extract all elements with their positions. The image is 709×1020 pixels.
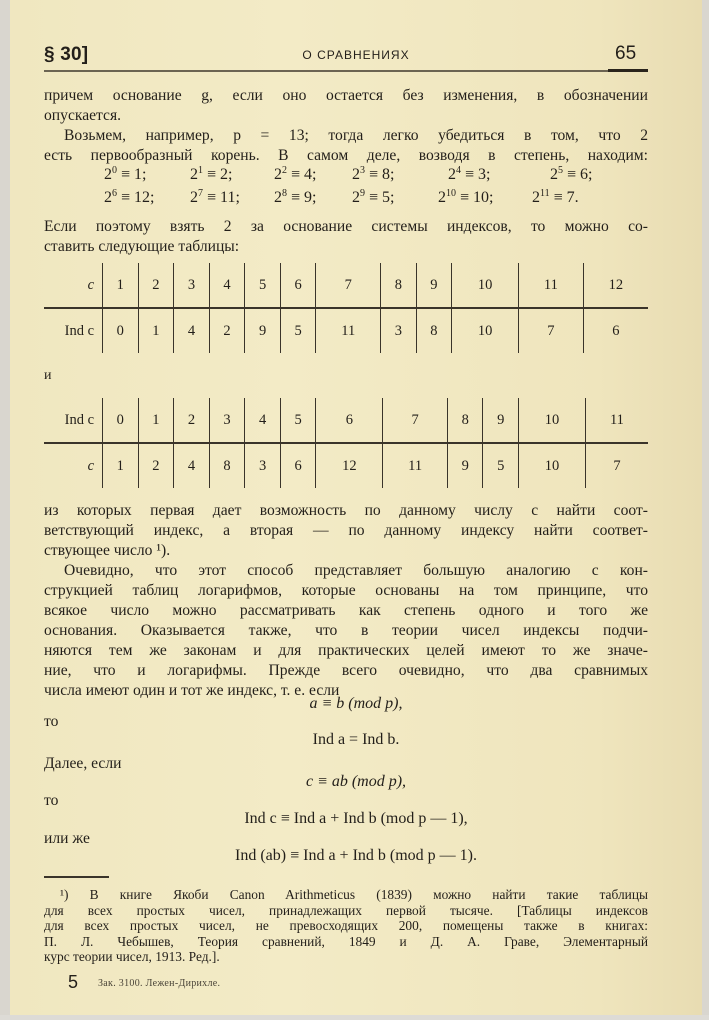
table-cell: 6: [583, 308, 648, 353]
text-line: есть первообразный корень. В самом деле, возводя в степень, находим:: [44, 147, 648, 164]
table-cell: 7: [585, 443, 648, 488]
table-cell: 7: [316, 263, 381, 308]
header-rule: [44, 70, 648, 72]
table-cell: 9: [483, 398, 519, 443]
table-cell: 6: [280, 263, 316, 308]
power-expr: $2^6 \equiv 12$;: [104, 188, 155, 206]
table-cell: 11: [585, 398, 648, 443]
index-table-2: [44, 398, 648, 488]
table-cell: 9: [245, 308, 281, 353]
running-title: О СРАВНЕНИЯХ: [302, 48, 410, 62]
table-cell: 3: [174, 263, 210, 308]
row-label: c: [87, 457, 94, 474]
word-further-if: Далее, если: [44, 755, 122, 772]
table-cell: 4: [209, 263, 245, 308]
table-cell: 9: [447, 443, 483, 488]
power-expr: $2^9 \equiv 5$;: [352, 188, 395, 206]
table-cell: 5: [280, 308, 316, 353]
page-number: 65: [615, 43, 637, 64]
footnote: [44, 887, 648, 965]
table-cell: 9: [416, 263, 452, 308]
table-cell: 8: [416, 308, 452, 353]
table-cell: 4: [174, 308, 210, 353]
paragraph-2: [44, 126, 648, 166]
formula-congruence-c-ab: c ≡ ab (mod p),: [305, 773, 407, 790]
power-expr: $2^{10} \equiv 10$;: [438, 188, 494, 206]
formula-congruence-a-b: a ≡ b (mod p),: [309, 695, 403, 712]
table-cell: 3: [381, 308, 417, 353]
table-cell: 1: [138, 398, 174, 443]
table-cell: 2: [138, 443, 174, 488]
table-cell: 7: [519, 308, 584, 353]
table-cell: 7: [383, 398, 448, 443]
print-order-note: Зак. 3100. Лежен-Дирихле.: [98, 978, 221, 989]
scan-margin: [0, 1015, 709, 1020]
footnote-rule: [44, 876, 109, 878]
table-cell: 2: [174, 398, 210, 443]
table-cell: 5: [483, 443, 519, 488]
table-cell: 0: [103, 308, 139, 353]
book-page: [10, 0, 702, 1015]
paragraph-4: [44, 501, 648, 561]
power-expr: $2^7 \equiv 11$;: [190, 188, 240, 206]
text-line: няются тем же законам и для практических целей имеют то же значе-: [44, 642, 648, 659]
table-cell: 10: [452, 263, 519, 308]
table-cell: 0: [103, 398, 139, 443]
table-cell: 1: [103, 443, 139, 488]
table-cell: 12: [316, 443, 383, 488]
text-line: числа имеют один и тот же индекс, т. е. если: [44, 682, 340, 699]
table-row: [44, 398, 648, 443]
text-line: основания. Оказывается также, что в теории чисел индексы подчи-: [44, 622, 648, 639]
table-cell: 1: [103, 263, 139, 308]
text-line: Очевидно, что этот способ представляет большую аналогию с кон-: [64, 562, 648, 579]
table-cell: 1: [138, 308, 174, 353]
text-line: Если поэтому взять 2 за основание системы индексов, то можно со-: [44, 218, 648, 235]
text-line: ветствующий индекс, а вторая — по данному индексу найти соответ-: [44, 522, 648, 539]
table-cell: 8: [209, 443, 245, 488]
power-expr: $2^5 \equiv 6$;: [550, 165, 593, 183]
footnote-line: для всех простых чисел, не превосходящих 200, помещены также в книгах:: [44, 918, 648, 933]
row-label: Ind c: [44, 398, 103, 443]
table-cell: 3: [245, 443, 281, 488]
power-expr: $2^8 \equiv 9$;: [274, 188, 317, 206]
text-line: ние, что и логарифмы. Прежде всего очевидно, что два сравнимых: [44, 662, 648, 679]
formula-ind-equal: Ind a = Ind b.: [312, 731, 400, 748]
text-line: из которых первая дает возможность по данному числу c найти соот-: [44, 502, 648, 519]
power-expr: $2^1 \equiv 2$;: [190, 165, 233, 183]
power-expr: $2^0 \equiv 1$;: [104, 165, 147, 183]
paragraph-5: [44, 561, 648, 701]
formula-ind-sum: Ind c ≡ Ind a + Ind b (mod p — 1),: [244, 810, 468, 827]
table-cell: 8: [447, 398, 483, 443]
table-row: [44, 443, 648, 488]
header-rule-thick: [608, 69, 648, 72]
text-line: струкцией таблиц логарифмов, которые основаны на том принципе, что: [44, 582, 648, 599]
text-line: Возьмем, например, p = 13; тогда легко убедиться в том, что 2: [64, 127, 648, 144]
table-cell: 3: [209, 398, 245, 443]
footnote-line: П. Л. Чебышев, Теория сравнений, 1849 и Д. А. Граве, Элементарный: [44, 933, 648, 949]
row-label: c: [44, 263, 103, 308]
text-line: опускается.: [44, 107, 122, 124]
paragraph-3: [44, 217, 648, 257]
table-cell: 2: [138, 263, 174, 308]
power-expr: $2^{11} \equiv 7$.: [532, 188, 579, 206]
section-number: § 30]: [44, 44, 89, 65]
word-then: то: [44, 713, 59, 730]
power-expr: $2^3 \equiv 8$;: [352, 165, 395, 183]
connector-word: и: [44, 368, 52, 383]
text-line: причем основание g, если оно остается без изменения, в обозначении: [44, 87, 648, 104]
table-cell: 4: [174, 443, 210, 488]
footnote-line: для всех простых чисел, принадлежащих первой тысяче. [Таблицы индексов: [44, 902, 648, 918]
table-cell: 2: [209, 308, 245, 353]
sheet-signature-number: 5: [68, 972, 79, 992]
footnote-line: курс теории чисел, 1913. Ред.].: [44, 949, 220, 964]
row-label: Ind c: [64, 322, 94, 339]
paragraph-1: [44, 86, 648, 126]
table-cell: 5: [280, 398, 316, 443]
power-expr: $2^2 \equiv 4$;: [274, 165, 317, 183]
table-cell: 11: [383, 443, 448, 488]
formula-ind-product: Ind (ab) ≡ Ind a + Ind b (mod p — 1).: [235, 847, 477, 864]
text-line: всякое число можно рассматривать как степень одного и того же: [44, 602, 648, 619]
table-cell: 12: [583, 263, 648, 308]
text-line: ставить следующие таблицы:: [44, 238, 240, 255]
table-cell: 4: [245, 398, 281, 443]
table-cell: 11: [519, 263, 584, 308]
word-or: или же: [44, 830, 90, 847]
table-cell: 10: [519, 398, 586, 443]
table-cell: 8: [381, 263, 417, 308]
index-table-1: [44, 263, 648, 353]
power-expr: $2^4 \equiv 3$;: [448, 165, 491, 183]
table-cell: 10: [452, 308, 519, 353]
word-then: то: [44, 792, 59, 809]
table-cell: 11: [316, 308, 381, 353]
table-cell: 6: [316, 398, 383, 443]
table-cell: 10: [519, 443, 586, 488]
table-row: [44, 263, 648, 308]
table-row: [44, 308, 648, 353]
table-cell: 6: [280, 443, 316, 488]
table-cell: 5: [245, 263, 281, 308]
footnote-line: ¹) В книге Якоби Canon Arithmeticus (1839) можно найти такие таблицы: [60, 887, 648, 902]
text-line: ствующее число ¹).: [44, 542, 171, 559]
